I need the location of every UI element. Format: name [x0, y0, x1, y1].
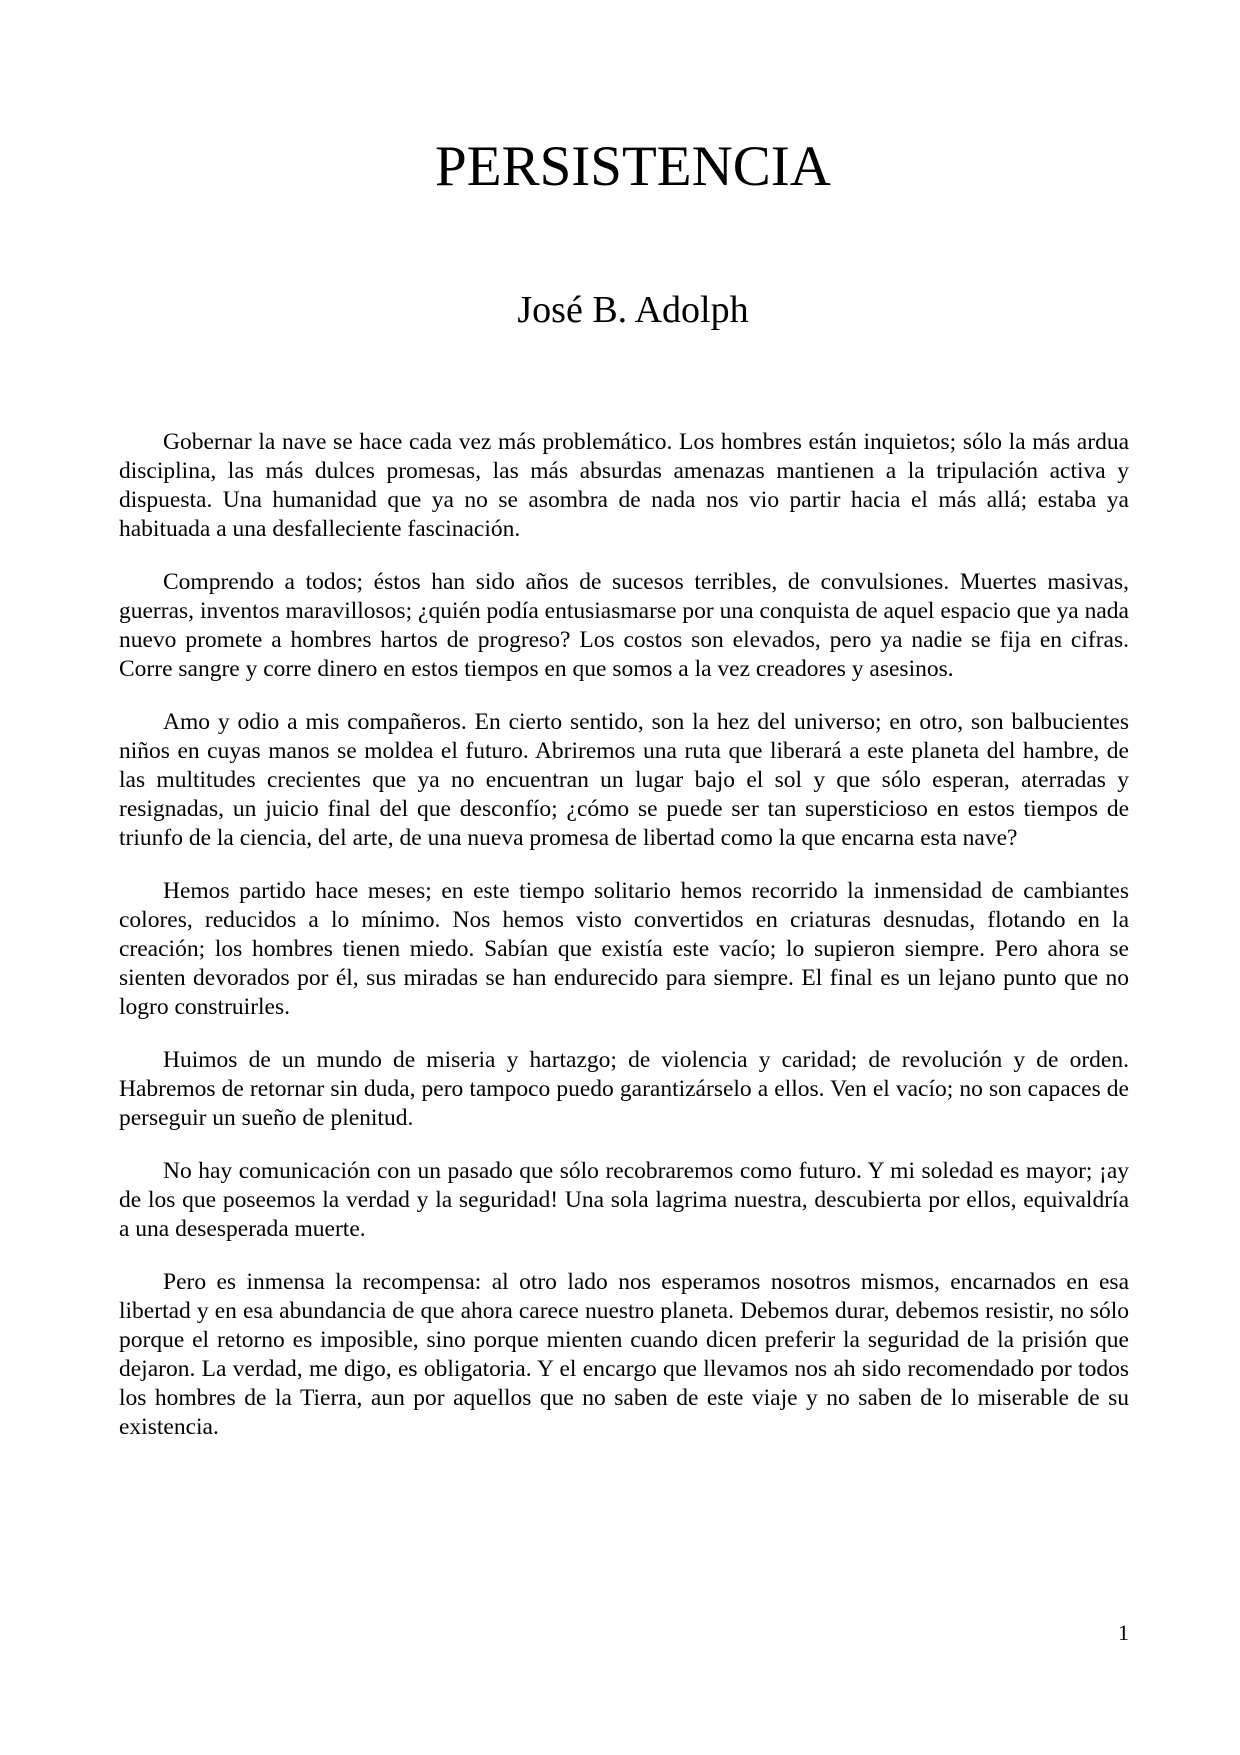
paragraph: Huimos de un mundo de miseria y hartazgo; de violencia y caridad; de revolución y de orden. Habremos de retornar sin duda, pero tampoco puedo garantizárselo a ellos. Ven el vacío; no son capaces de perseguir un sueño de plenitud.	[119, 1047, 1129, 1131]
paragraph: Hemos partido hace meses; en este tiempo solitario hemos recorrido la inmensidad de cambiantes colores, reducidos a lo mínimo. Nos hemos visto convertidos en criaturas desnudas, flotando en la creación; los hombres tienen miedo. Sabían que existía este vacío; lo supieron siempre. Pero ahora se sienten devorados por él, sus miradas se han endurecido para siempre. El final es un lejano punto que no logro construirles.	[119, 878, 1129, 1020]
paragraph: Amo y odio a mis compañeros. En cierto sentido, son la hez del universo; en otro, son balbucientes niños en cuyas manos se moldea el futuro. Abriremos una ruta que liberará a este planeta del hambre, de las multitudes crecientes que ya no encuentran un lugar bajo el sol y que sólo esperan, aterradas y resignadas, un juicio final del que desconfío; ¿cómo se puede ser tan supersticioso en estos tiempos de triunfo de la ciencia, del arte, de una nueva promesa de libertad como la que encarna esta nave?	[119, 709, 1129, 851]
document-body	[119, 428, 1129, 1466]
document-author: José B. Adolph	[517, 289, 749, 331]
paragraph: Gobernar la nave se hace cada vez más problemático. Los hombres están inquietos; sólo la más ardua disciplina, las más dulces promesas, las más absurdas amenazas mantienen a la tripulación activa y dispuesta. Una humanidad que ya no se asombra de nada nos vio partir hacia el más allá; estaba ya habituada a una desfalleciente fascinación.	[119, 429, 1129, 542]
paragraph: Comprendo a todos; éstos han sido años de sucesos terribles, de convulsiones. Muertes masivas, guerras, inventos maravillosos; ¿quién podía entusiasmarse por una conquista de aquel espacio que ya nada nuevo promete a hombres hartos de progreso? Los costos son elevados, pero ya nadie se fija en cifras. Corre sangre y corre dinero en estos tiempos en que somos a la vez creadores y asesinos.	[119, 569, 1129, 682]
page-number: 1	[1118, 1620, 1129, 1645]
paragraph: Pero es inmensa la recompensa: al otro lado nos esperamos nosotros mismos, encarnados en esa libertad y en esa abundancia de que ahora carece nuestro planeta. Debemos durar, debemos resistir, no sólo porque el retorno es imposible, sino porque mienten cuando dicen preferir la seguridad de la prisión que dejaron. La verdad, me digo, es obligatoria. Y el encargo que llevamos nos ah sido recomendado por todos los hombres de la Tierra, aun por aquellos que no saben de este viaje y no saben de lo miserable de su existencia.	[119, 1269, 1129, 1440]
document-title: PERSISTENCIA	[435, 135, 831, 198]
paragraph: No hay comunicación con un pasado que sólo recobraremos como futuro. Y mi soledad es mayor; ¡ay de los que poseemos la verdad y la seguridad! Una sola lagrima nuestra, descubierta por ellos, equivaldría a una desesperada muerte.	[119, 1158, 1129, 1242]
